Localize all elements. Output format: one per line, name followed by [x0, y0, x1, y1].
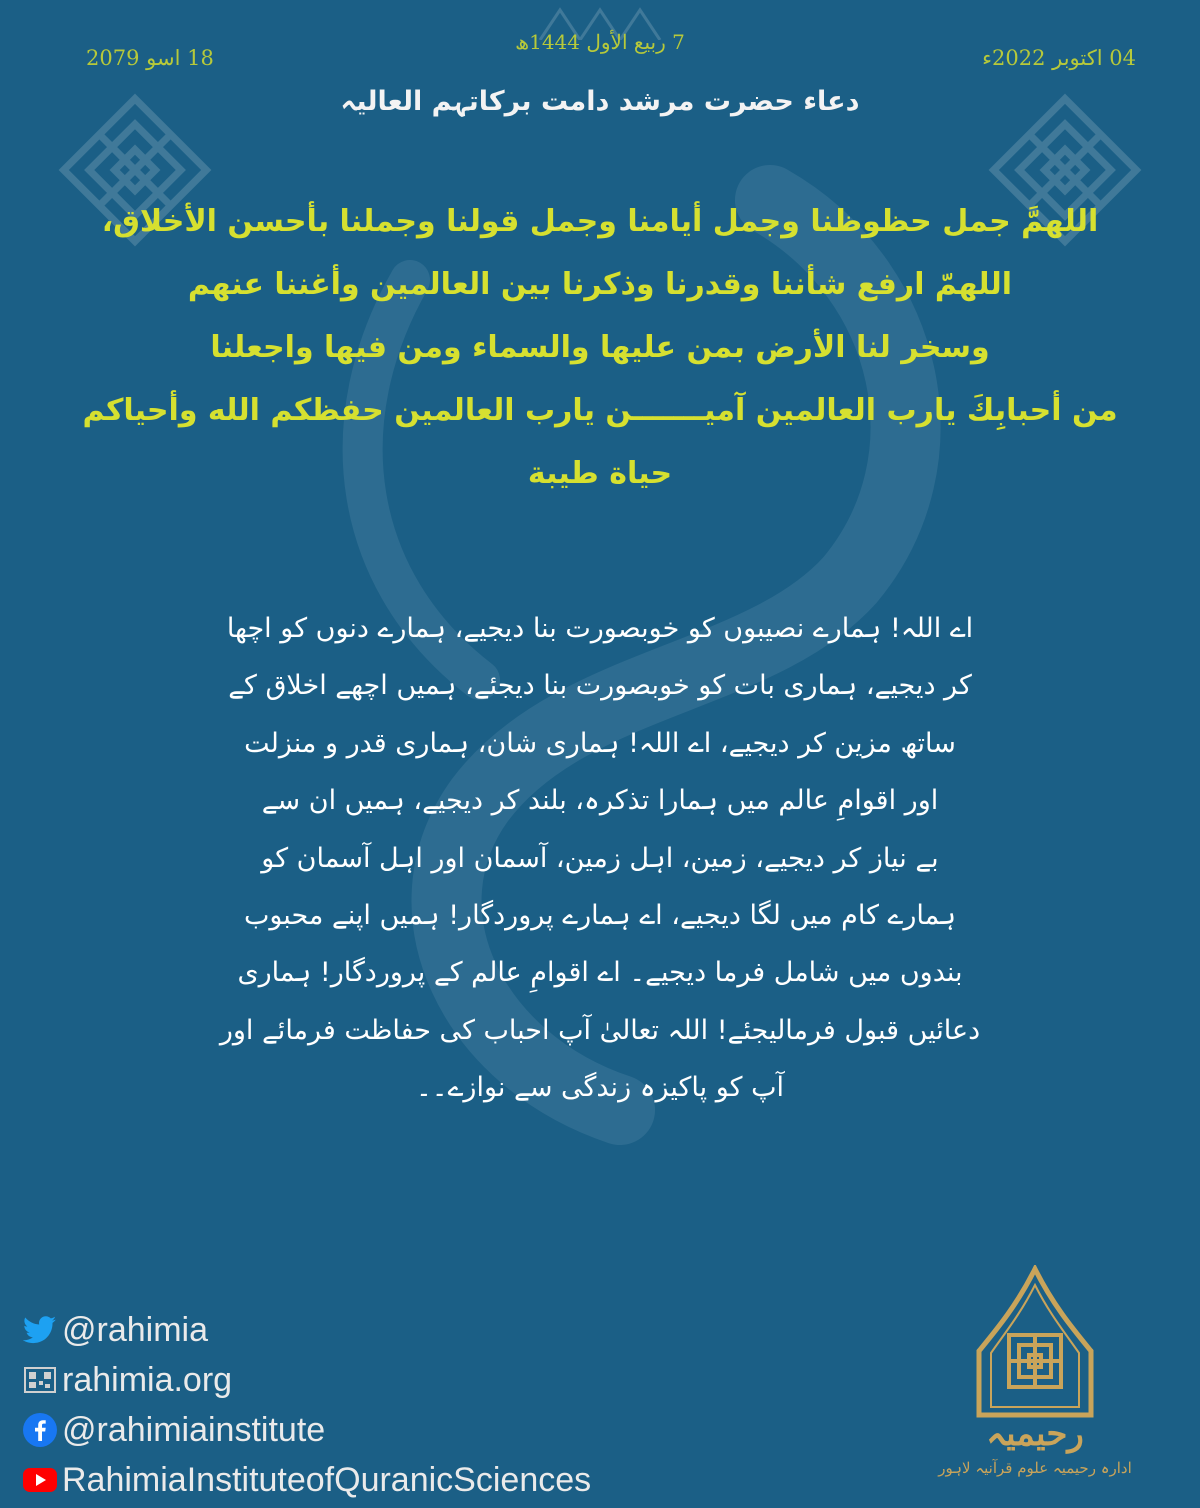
urdu-line: بے نیاز کر دیجیے، زمین، اہل زمین، آسمان اور اہل آسمان کو — [261, 842, 939, 874]
arabic-line: وسخر لنا الأرض بمن عليها والسماء ومن فيها واجعلنا — [210, 330, 990, 365]
qr-code-icon — [22, 1362, 58, 1398]
facebook-link[interactable] — [22, 1408, 591, 1452]
facebook-icon — [22, 1412, 58, 1448]
hijri-date: 7 ربیع الأول 1444ھ — [515, 30, 685, 54]
logo-subtitle: ادارہ رحیمیہ علوم قرآنیہ لاہور — [938, 1459, 1132, 1477]
youtube-link[interactable] — [22, 1458, 591, 1502]
facebook-handle: @rahimiainstitute — [62, 1410, 326, 1449]
urdu-line: ساتھ مزین کر دیجیے، اے اللہ! ہماری شان، ہماری قدر و منزلت — [244, 727, 956, 759]
urdu-line: بندوں میں شامل فرما دیجیے۔ اے اقوامِ عالم کے پروردگار! ہماری — [237, 957, 963, 989]
urdu-line: اے اللہ! ہمارے نصیبوں کو خوبصورت بنا دیجیے، ہمارے دنوں کو اچھا — [226, 613, 974, 644]
arabic-dua — [80, 190, 1120, 505]
arabic-line: اللهمّ ارفع شأننا وقدرنا وذكرنا بين العالمين وأغننا عنهم — [187, 267, 1013, 302]
urdu-line: اور اقوامِ عالم میں ہمارا تذکرہ، بلند کر دیجیے، ہمیں ان سے — [261, 785, 939, 817]
youtube-channel: RahimiaInstituteofQuranicSciences — [62, 1460, 592, 1499]
twitter-link[interactable] — [22, 1308, 591, 1352]
youtube-icon — [22, 1462, 58, 1498]
website-url: rahimia.org — [62, 1360, 233, 1399]
arabic-line: حياة طيبة — [527, 456, 673, 491]
page-title: دعاء حضرت مرشد دامت برکاتہم العالیہ — [340, 86, 860, 117]
institute-logo — [905, 1265, 1165, 1485]
social-links — [22, 1308, 591, 1508]
urdu-line: دعائیں قبول فرمالیجئے! اللہ تعالیٰ آپ احباب کی حفاظت فرمائے اور — [219, 1014, 981, 1046]
website-link[interactable] — [22, 1358, 591, 1402]
logo-name: رحیمیہ — [986, 1414, 1084, 1454]
urdu-translation — [150, 600, 1050, 1117]
urdu-line: ہمارے کام میں لگا دیجیے، اے ہمارے پروردگار! ہمیں اپنے محبوب — [243, 899, 957, 931]
arabic-line: من أحبابِكَ يارب العالمين آميـــــــن يارب العالمين حفظكم الله وأحياكم — [82, 393, 1118, 428]
urdu-line: آپ کو پاکیزہ زندگی سے نوازے۔۔ — [415, 1072, 785, 1104]
arabic-line: اللهمَّ جمل حظوظنا وجمل أيامنا وجمل قولنا وجملنا بأحسن الأخلاق، — [101, 204, 1099, 239]
twitter-handle: @rahimia — [62, 1310, 208, 1349]
gregorian-date: 04 اکتوبر 2022ء — [982, 46, 1136, 70]
urdu-line: کر دیجیے، ہماری بات کو خوبصورت بنا دیجئے، ہمیں اچھے اخلاق کے — [228, 670, 972, 702]
twitter-icon — [22, 1312, 58, 1348]
bikrami-date: 18 اسو 2079 — [86, 46, 214, 70]
